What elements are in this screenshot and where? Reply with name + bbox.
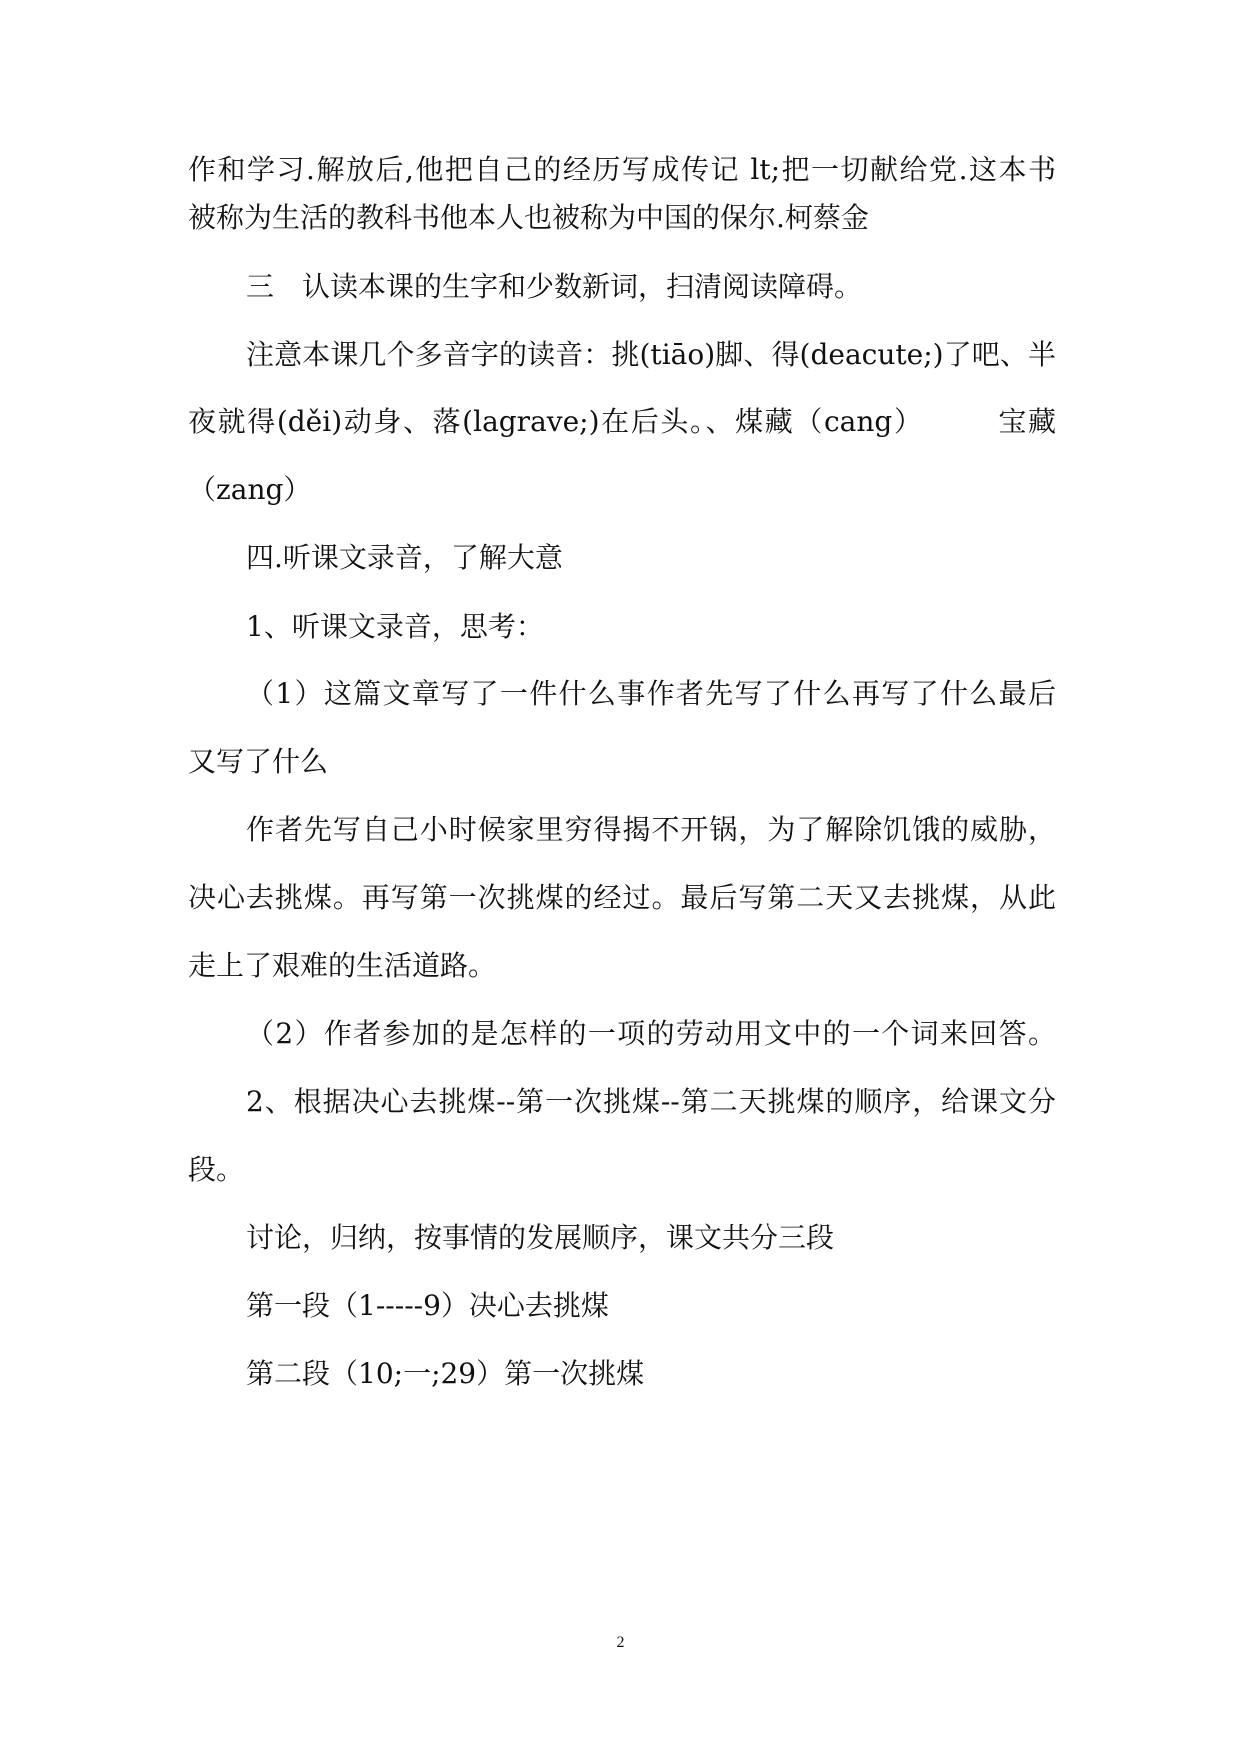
text-line: 夜就得(děi)动身、落(lagrave;)在后头。、煤藏（cang） 宝藏 bbox=[188, 405, 1056, 438]
text-line: 1、听课文录音，思考： bbox=[246, 610, 544, 643]
text-line: （2）作者参加的是怎样的一项的劳动用文中的一个词来回答。 bbox=[246, 1017, 1056, 1050]
section-heading: 三 认读本课的生字和少数新词，扫清阅读障碍。 bbox=[246, 270, 863, 303]
text-line: 注意本课几个多音字的读音：挑(tiāo)脚、得(deacute;)了吧、半 bbox=[246, 338, 1056, 371]
text-line: 作者先写自己小时候家里穷得揭不开锅，为了解除饥饿的威胁， bbox=[246, 813, 1056, 846]
page-number: 2 bbox=[616, 1634, 625, 1651]
text-line: 被称为生活的教科书他本人也被称为中国的保尔.柯蔡金 bbox=[188, 201, 869, 234]
section-heading: 四.听课文录音，了解大意 bbox=[246, 541, 563, 574]
text-line: 走上了艰难的生活道路。 bbox=[188, 949, 497, 982]
text-line: 决心去挑煤。再写第一次挑煤的经过。最后写第二天又去挑煤，从此 bbox=[188, 881, 1056, 914]
text-line: （1）这篇文章写了一件什么事作者先写了什么再写了什么最后 bbox=[246, 677, 1056, 710]
text-line: 又写了什么 bbox=[188, 745, 329, 778]
text-line: 讨论，归纳，按事情的发展顺序，课文共分三段 bbox=[246, 1221, 835, 1254]
text-line: 段。 bbox=[188, 1153, 245, 1186]
text-line: 第二段（10;一;29）第一次挑煤 bbox=[246, 1357, 645, 1390]
text-line: （zang） bbox=[188, 473, 312, 506]
text-line: 2、根据决心去挑煤--第一次挑煤--第二天挑煤的顺序，给课文分 bbox=[246, 1085, 1056, 1118]
text-line: 作和学习.解放后,他把自己的经历写成传记 lt;把一切献给党.这本书 bbox=[188, 153, 1056, 186]
text-line: 第一段（1-----9）决心去挑煤 bbox=[246, 1289, 609, 1322]
